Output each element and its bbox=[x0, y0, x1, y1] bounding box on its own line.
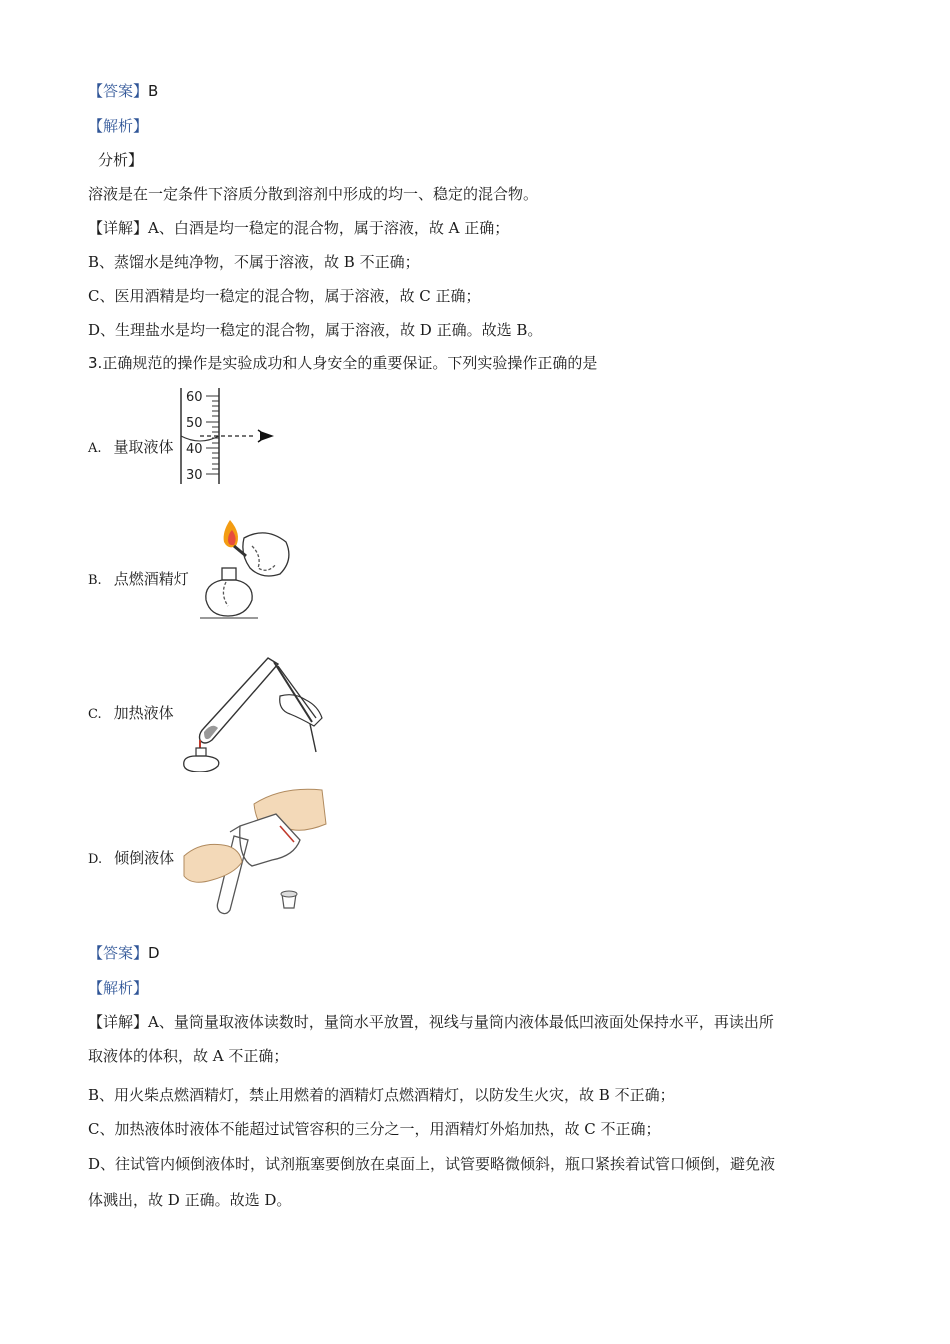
option-c-letter: C. bbox=[88, 707, 102, 722]
option-c bbox=[88, 703, 174, 725]
q3-analysis-tag bbox=[88, 978, 148, 998]
q3-line-0: 【详解】A、量筒量取液体读数时，量筒水平放置，视线与量筒内液体最低凹液面处保持水平，再读出所 bbox=[88, 1013, 774, 1031]
q3-line-1: 取液体的体积，故 A 不正确； bbox=[88, 1047, 289, 1065]
q3-line-4: D、往试管内倾倒液体时，试剂瓶塞要倒放在桌面上，试管要略微倾斜，瓶口紧挨着试管口倾倒，避免液 bbox=[88, 1155, 776, 1173]
eye-icon bbox=[258, 430, 274, 442]
question-number: 3. bbox=[88, 354, 103, 372]
tick-label-30: 30 bbox=[186, 468, 203, 483]
option-c-text: 加热液体 bbox=[113, 704, 174, 722]
heating-test-tube-figure bbox=[182, 652, 328, 772]
option-d-letter: D. bbox=[88, 852, 103, 867]
q3-answer-line bbox=[88, 943, 160, 963]
analysis-tag: 【解析】 bbox=[88, 979, 149, 997]
q2-line-3: C、医用酒精是均一稳定的混合物，属于溶液，故 C 正确； bbox=[88, 287, 481, 305]
q2-answer-line bbox=[88, 81, 158, 101]
option-a-letter: A. bbox=[88, 441, 102, 456]
q2-line-0: 溶液是在一定条件下溶质分散到溶剂中形成的均一、稳定的混合物。 bbox=[88, 185, 539, 203]
q3-line-3: C、加热液体时液体不能超过试管容积的三分之一，用酒精灯外焰加热，故 C 不正确； bbox=[88, 1120, 661, 1138]
answer-value: B bbox=[148, 82, 159, 100]
option-a bbox=[88, 437, 174, 459]
option-b bbox=[88, 569, 189, 591]
answer-tag: 【答案】 bbox=[88, 82, 149, 100]
option-b-text: 点燃酒精灯 bbox=[113, 570, 189, 588]
option-a-text: 量取液体 bbox=[113, 438, 174, 456]
option-d bbox=[88, 848, 174, 870]
flame-icon bbox=[224, 520, 238, 547]
graduated-cylinder-figure bbox=[176, 386, 280, 486]
tick-label-50: 50 bbox=[186, 416, 203, 431]
q2-line-4: D、生理盐水是均一稳定的混合物，属于溶液，故 D 正确。故选 B。 bbox=[88, 321, 543, 339]
pouring-liquid-figure bbox=[182, 784, 332, 916]
option-d-text: 倾倒液体 bbox=[114, 849, 175, 867]
q2-analysis-tag bbox=[88, 116, 148, 136]
answer-tag: 【答案】 bbox=[88, 944, 149, 962]
analysis-tag: 【解析】 bbox=[88, 117, 149, 135]
tick-label-40: 40 bbox=[186, 442, 203, 457]
q3-line-2: B、用火柴点燃酒精灯，禁止用燃着的酒精灯点燃酒精灯，以防发生火灾，故 B 不正确； bbox=[88, 1086, 675, 1104]
option-b-letter: B. bbox=[88, 573, 102, 588]
alcohol-lamp-figure bbox=[196, 516, 296, 622]
q3-stem-line bbox=[88, 353, 597, 373]
q3-line-5: 体溅出，故 D 正确。故选 D。 bbox=[88, 1191, 292, 1209]
tick-label-60: 60 bbox=[186, 390, 203, 405]
q2-line-1: 【详解】A、白酒是均一稳定的混合物，属于溶液，故 A 正确； bbox=[88, 219, 510, 237]
question-stem: 正确规范的操作是实验成功和人身安全的重要保证。下列实验操作正确的是 bbox=[102, 354, 598, 372]
answer-value: D bbox=[148, 944, 160, 962]
q2-fenxi: 分析】 bbox=[98, 151, 144, 169]
q2-line-2: B、蒸馏水是纯净物，不属于溶液，故 B 不正确； bbox=[88, 253, 420, 271]
